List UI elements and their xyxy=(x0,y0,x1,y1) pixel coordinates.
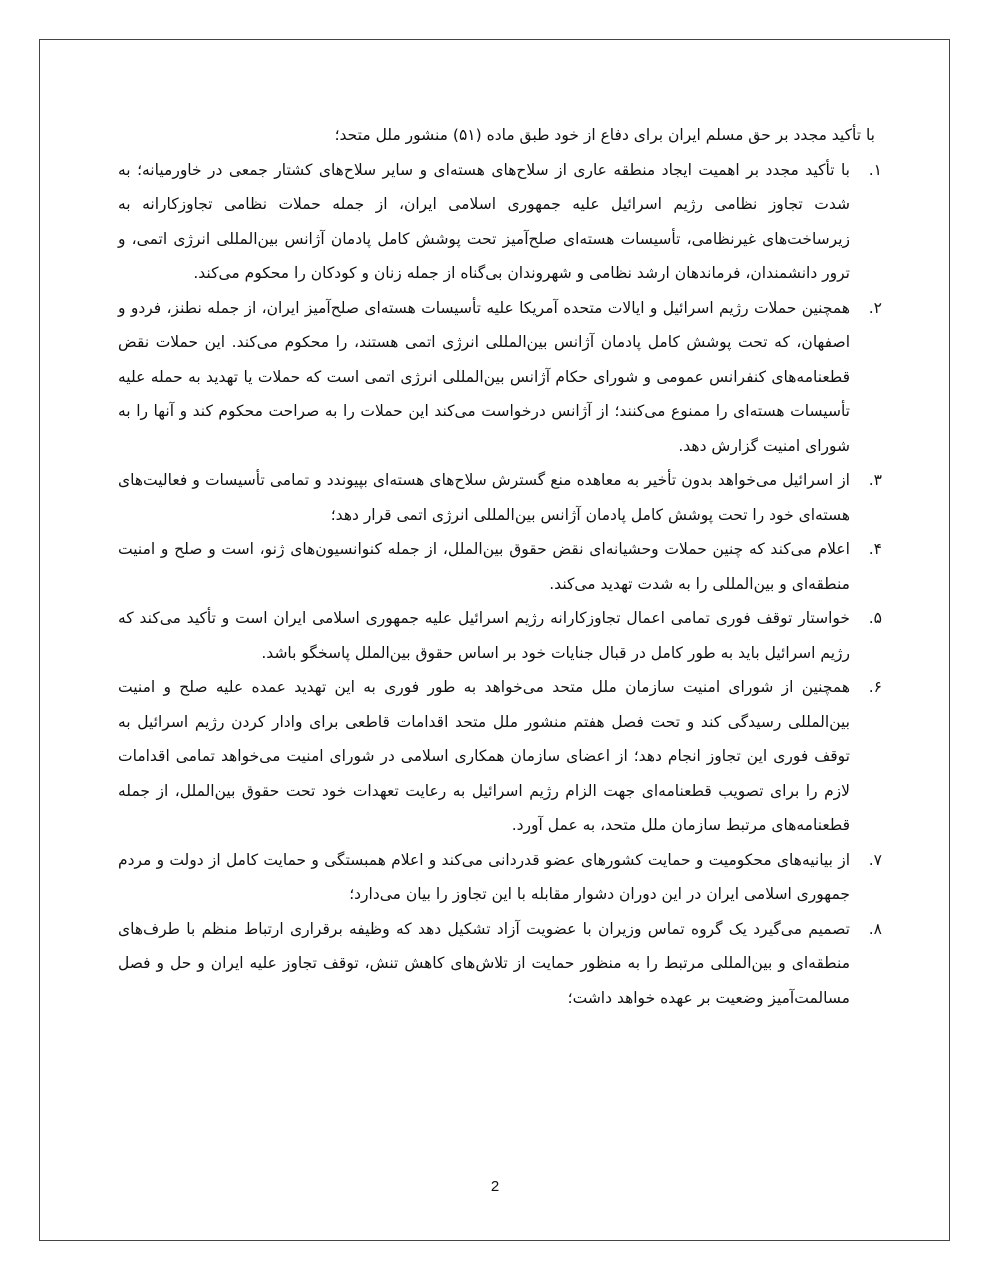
clause-text: همچنین حملات رژیم اسرائیل و ایالات متحده آمریکا علیه تأسیسات هسته‌ای صلح‌آمیز ایران، از جمله نطنز، فردو و اصفهان، که تحت پوشش کامل پادمان آژانس بین‌المللی انرژی اتمی هستند، را محکوم می‌کند. این حملات نقض قطعنامه‌های کنفرانس عمومی و شورای حکام آژانس بین‌المللی انرژی اتمی است که حملات یا تهدید به حمله علیه تأسیسات هسته‌ای را ممنوع می‌کنند؛ از آژانس درخواست می‌کند این حملات را به صراحت محکوم کند و آنها را به شورای امنیت گزارش دهد. xyxy=(118,298,850,455)
clause-number: ۸. xyxy=(868,919,882,938)
clause-text: از بیانیه‌های محکومیت و حمایت کشورهای عضو قدردانی می‌کند و اعلام همبستگی و حمایت کامل از دولت و مردم جمهوری اسلامی ایران در این دوران دشوار مقابله با این تجاوز را بیان می‌دارد؛ xyxy=(118,850,850,903)
clause-text: تصمیم می‌گیرد یک گروه تماس وزیران با عضویت آزاد تشکیل دهد که وظیفه برقراری ارتباط منظم با طرف‌های منطقه‌ای و بین‌المللی مرتبط را به منظور حمایت از تلاش‌های کاهش تنش، توقف تجاوز علیه ایران و حل و فصل مسالمت‌آمیز وضعیت بر عهده خواهد داشت؛ xyxy=(118,919,850,1007)
clause-number: ۲. xyxy=(868,298,882,317)
clause-number: ۷. xyxy=(868,850,882,869)
intro-paragraph: با تأکید مجدد بر حق مسلم ایران برای دفاع از خود طبق ماده (۵۱) منشور ملل متحد؛ xyxy=(334,126,875,144)
clause-text: اعلام می‌کند که چنین حملات وحشیانه‌ای نقض حقوق بین‌الملل، از جمله کنوانسیون‌های ژنو، است و صلح و امنیت منطقه‌ای و بین‌المللی را به شدت تهدید می‌کند. xyxy=(118,540,850,593)
clause-item xyxy=(118,153,882,291)
clause-text: با تأکید مجدد بر اهمیت ایجاد منطقه عاری از سلاح‌های هسته‌ای و سایر سلاح‌های کشتار جمعی در خاورمیانه؛ به شدت تجاوز نظامی رژیم اسرائیل علیه جمهوری اسلامی ایران، از جمله حملات نظامی تجاوزکارانه به زیرساخت‌های غیرنظامی، تأسیسات هسته‌ای صلح‌آمیز تحت پوشش کامل پادمان آژانس بین‌المللی انرژی اتمی، و ترور دانشمندان، فرماندهان ارشد نظامی و شهروندان بی‌گناه از جمله زنان و کودکان را محکوم می‌کند. xyxy=(118,160,850,282)
clause-text: همچنین از شورای امنیت سازمان ملل متحد می‌خواهد به طور فوری به این تهدید عمده علیه صلح و امنیت بین‌المللی رسیدگی کند و تحت فصل هفتم منشور ملل متحد اقدامات قاطعی برای وادار کردن رژیم اسرائیل به توقف فوری این تجاوز انجام دهد؛ از اعضای سازمان همکاری اسلامی در شورای امنیت می‌خواهد تمامی اقدامات لازم را برای تصویب قطعنامه‌ای جهت الزام رژیم اسرائیل به رعایت تعهدات خود تحت حقوق بین‌الملل، از جمله قطعنامه‌های مرتبط سازمان ملل متحد، به عمل آورد. xyxy=(118,678,850,834)
clause-text: از اسرائیل می‌خواهد بدون تأخیر به معاهده منع گسترش سلاح‌های هسته‌ای بپیوندد و تمامی تأسیسات و فعالیت‌های هسته‌ای خود را تحت پوشش کامل پادمان آژانس بین‌المللی انرژی اتمی قرار دهد؛ xyxy=(118,471,850,524)
clause-text: خواستار توقف فوری تمامی اعمال تجاوزکارانه رژیم اسرائیل علیه جمهوری اسلامی ایران است و تأکید می‌کند که رژیم اسرائیل باید به طور کامل در قبال جنایات خود بر اساس حقوق بین‌الملل پاسخگو باشد. xyxy=(118,609,850,662)
clause-item xyxy=(118,843,882,912)
clause-item xyxy=(118,463,882,532)
document-body xyxy=(118,118,882,1015)
clause-number: ۱. xyxy=(868,160,882,179)
clause-list xyxy=(118,153,882,1016)
clause-item xyxy=(118,291,882,464)
clause-number: ۵. xyxy=(868,609,882,627)
clause-item xyxy=(118,532,882,601)
clause-number: ۶. xyxy=(868,678,882,696)
clause-number: ۳. xyxy=(868,471,882,489)
clause-item xyxy=(118,912,882,1016)
clause-item xyxy=(118,670,882,843)
clause-item xyxy=(118,601,882,670)
page-number: 2 xyxy=(490,1178,500,1195)
clause-number: ۴. xyxy=(868,540,882,558)
